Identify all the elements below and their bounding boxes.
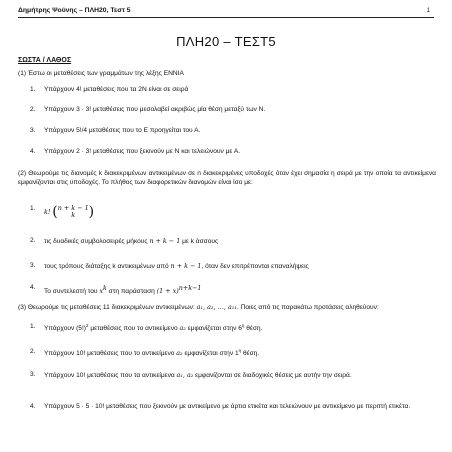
q1-item-4	[30, 148, 430, 157]
item-text: Υπάρχουν 3 · 3! μεταθέσεις που μεσολαβεί ακριβώς μία θέση μεταξύ των Ν.	[44, 106, 266, 113]
item-math: n + k − 1	[170, 262, 202, 270]
item-text: Υπάρχουν 2 · 3! μεταθέσεις που ξεκινούν με Ν και τελειώνουν με Α.	[44, 148, 241, 155]
item-text: Υπάρχουν 5 · 5 · 10! μεταθέσεις που ξεκινούν με αντικείμενο με άρτια ετικέτα και τελειώνουν με αντικείμενο με περιττή ετικέτα.	[44, 403, 411, 410]
item-math: a₂	[179, 324, 186, 333]
binomial-coefficient: ( n + k − 1 k )	[52, 204, 95, 221]
q3-item-4	[30, 403, 430, 412]
question-3-prompt	[18, 303, 436, 313]
item-math: a₂	[176, 349, 183, 358]
item-number: 3.	[30, 127, 36, 134]
item-text: μεταθέσεις που το αντικείμενο	[88, 325, 180, 333]
item-text: Υπάρχουν 10! μεταθέσεις που το αντικείμενο	[44, 350, 177, 358]
item-text: τους τρόπους διάταξης k αντικειμένων από	[44, 263, 171, 270]
item-number: 1.	[30, 323, 36, 330]
q3-item-3	[30, 371, 430, 381]
section-heading: ΣΩΣΤΑ / ΛΑΘΟΣ	[18, 57, 72, 64]
item-text: εμφανίζονται σε διαδοχικές θέσεις με αυτήν την σειρά.	[193, 372, 352, 379]
item-text: θέση.	[241, 350, 260, 358]
item-number: 4.	[30, 403, 36, 410]
q2-item-1	[30, 205, 430, 220]
item-number: 3.	[30, 371, 36, 378]
item-superscript: k	[102, 284, 107, 292]
question-2-prompt: (2) Θεωρούμε τις διανομές k διακεκριμένων αντικειμένων σε n διακεκριμένες υποδοχές όταν έχει σημασία η σειρά με την οποία τα αντικείμενα εμφανίζονται στις υποδοχές. Το πλήθος των διαφορετικών διανομών είναι ίσο με:	[18, 170, 436, 186]
item-superscript: 2	[86, 323, 89, 328]
item-superscript: η	[238, 348, 242, 353]
item-number: 1.	[30, 86, 36, 93]
binomial-bottom: k	[71, 211, 76, 220]
item-text: θέση.	[244, 325, 263, 333]
q2-item-2	[30, 237, 430, 247]
item-superscript: η	[241, 323, 245, 328]
q1-item-2	[30, 106, 430, 115]
item-number: 2.	[30, 348, 36, 355]
binomial-top: n + k − 1	[57, 204, 89, 212]
item-math: n + k − 1	[149, 237, 181, 245]
q2-item-4	[30, 284, 430, 297]
item-text: στη παράσταση	[106, 288, 157, 296]
q1-item-3	[30, 127, 430, 136]
q3-item-2	[30, 348, 430, 359]
document-title: ΠΛΗ20 – ΤΕΣΤ5	[176, 34, 276, 49]
question-1-prompt: (1) Έστω οι μεταθέσεις των γραμμάτων της λέξης ΕΝΝΙΑ	[18, 70, 184, 77]
item-text: Υπάρχουν 5!/4 μεταθέσεις που το Ε προηγείται του Α.	[44, 127, 201, 134]
prompt-text: . Ποιες από τις παρακάτω προτάσεις αληθεύουν:	[236, 304, 379, 311]
item-superscript: n+k−1	[178, 284, 202, 292]
item-number: 2.	[30, 106, 36, 113]
item-text: εμφανίζεται στην 1	[182, 350, 239, 358]
item-text: , όταν δεν επιτρέπονται επαναλήψεις	[201, 263, 309, 270]
item-text: Υπάρχουν 4! μεταθέσεις που τα 2Ν είναι σε σειρά	[44, 86, 189, 93]
item-number: 4.	[30, 284, 36, 291]
q3-item-1	[30, 323, 430, 334]
q1-item-1	[30, 86, 430, 95]
item-number: 2.	[30, 237, 36, 244]
prompt-math: a₁, a₂, …, a₁₁	[196, 303, 237, 311]
item-number: 1.	[30, 205, 36, 212]
item-math: x	[99, 287, 103, 296]
item-text: εμφανίζεται στην 6	[185, 325, 242, 333]
item-math: (1 + x)	[156, 287, 179, 296]
header-author-course: Δημήτρης Ψούνης – ΠΛΗ20, Τεστ 5	[18, 7, 131, 14]
item-text: με k άσσους	[180, 238, 219, 245]
item-text: Υπάρχουν (5!)	[44, 325, 86, 333]
item-text: Υπάρχουν 10! μεταθέσεις που τα αντικείμενα	[44, 372, 177, 379]
item-text: Το συντελεστή του	[44, 288, 100, 296]
q2-item-3	[30, 262, 430, 272]
page-number: 1	[426, 8, 430, 15]
item-number: 4.	[30, 148, 36, 155]
factorial-k: k!	[44, 208, 51, 217]
page-header	[18, 6, 434, 18]
item-text: τις δυαδικές συμβολοσειρές μήκους	[44, 238, 150, 245]
item-number: 3.	[30, 262, 36, 269]
item-math: a₁, a₂	[176, 371, 194, 379]
prompt-text: (3) Θεωρούμε τις μεταθέσεις 11 διακεκριμένων αντικειμένων:	[18, 304, 197, 311]
